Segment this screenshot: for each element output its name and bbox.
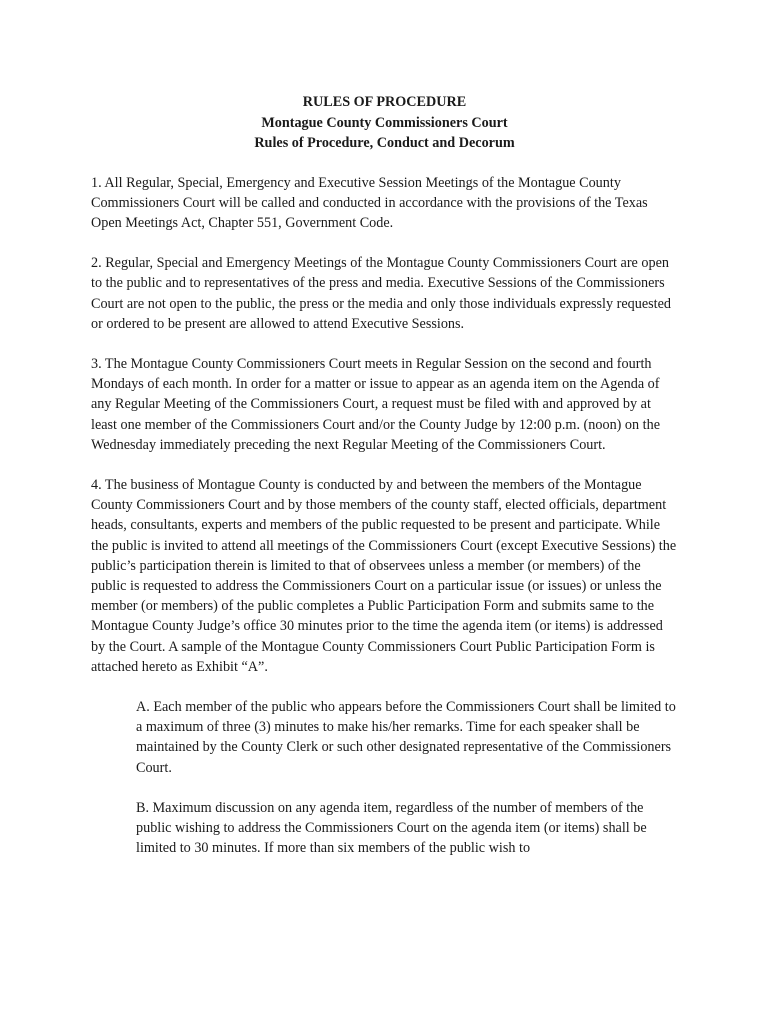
rule-paragraph-2: 2. Regular, Special and Emergency Meetings of the Montague County Commissioners Court are open to the public and to representatives of the press and media. Executive Sessions of the Commissioners Court are not open to the public, the press or the media and only those individuals expressly requested or ordered to be present are allowed to attend Executive Sessions. xyxy=(91,255,671,332)
rule-paragraph-3: 3. The Montague County Commissioners Court meets in Regular Session on the second and fourth Mondays of each month. In order for a matter or issue to appear as an agenda item on the Agenda of any Regular Meeting of the Commissioners Court, a request must be filed with and approved by at least one member of the Commissioners Court and/or the County Judge by 12:00 p.m. (noon) on the Wednesday immediately preceding the next Regular Meeting of the Commissioners Court. xyxy=(91,355,660,453)
subparagraph-b: B. Maximum discussion on any agenda item, regardless of the number of members of the public wishing to address the Commissioners Court on the agenda item (or items) shall be limited to 30 minutes. If more than six members of the public wish to xyxy=(136,799,647,857)
document-subheading: Rules of Procedure, Conduct and Decorum xyxy=(254,135,515,151)
document-header xyxy=(91,92,678,154)
document-title: RULES OF PROCEDURE xyxy=(302,94,467,110)
rule-paragraph-4: 4. The business of Montague County is conducted by and between the members of the Montague County Commissioners Court and by those members of the county staff, elected officials, department heads, consultants, experts and members of the public requested to be present and participate. While the public is invited to attend all meetings of the Commissioners Court (except Executive Sessions) the public’s participation therein is limited to that of observees unless a member (or members) of the public is requested to address the Commissioners Court on a particular issue (or issues) or unless the member (or members) of the public completes a Public Participation Form and submits same to the Montague County Judge’s office 30 minutes prior to the time the agenda item (or items) is addressed by the Court. A sample of the Montague County Commissioners Court Public Participation Form is attached hereto as Exhibit “A”. xyxy=(91,476,677,675)
document-subtitle: Montague County Commissioners Court xyxy=(261,114,508,131)
subparagraph-a: A. Each member of the public who appears before the Commissioners Court shall be limited to a maximum of three (3) minutes to make his/her remarks. Time for each speaker shall be maintained by the County Clerk or such other designated representative of the Commissioners Court. xyxy=(136,698,676,776)
rule-paragraph-1: 1. All Regular, Special, Emergency and Executive Session Meetings of the Montague County Commissioners Court will be called and conducted in accordance with the provisions of the Texas Open Meetings Act, Chapter 551, Government Code. xyxy=(91,174,648,231)
